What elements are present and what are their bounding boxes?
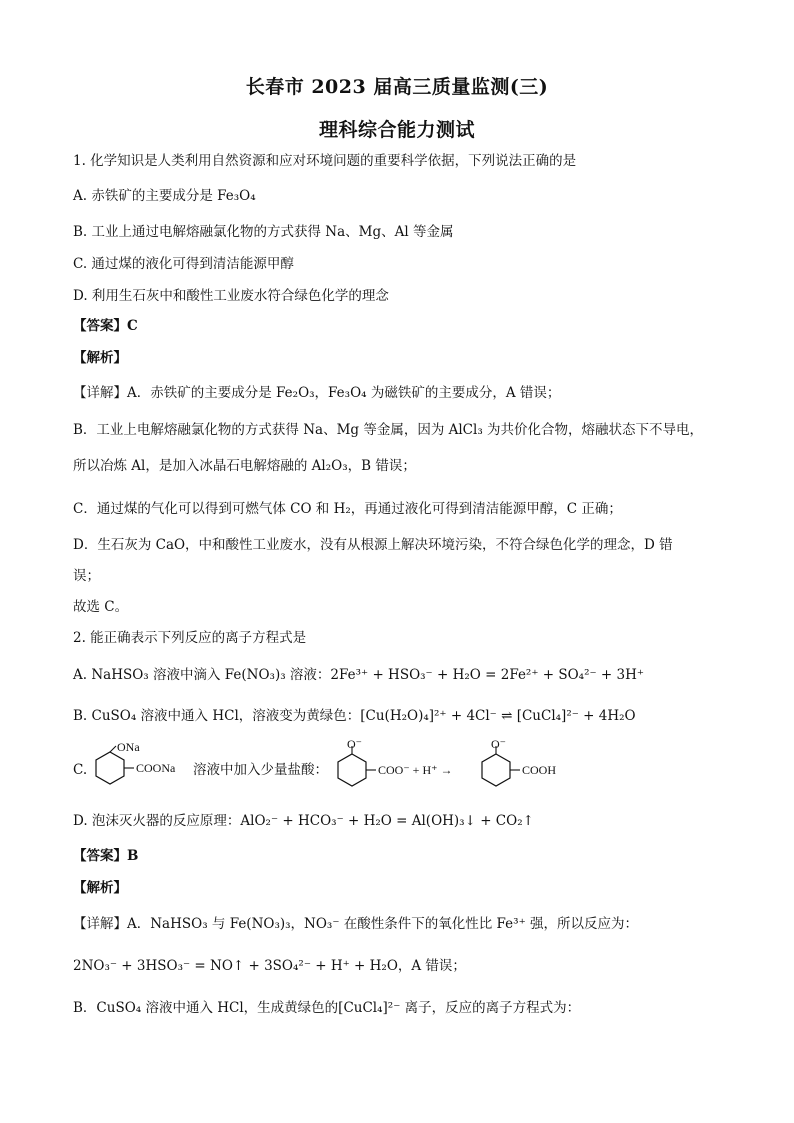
q2-analysis-label: 【解析】 [73, 880, 127, 896]
sodium-salicylate-structure [90, 738, 190, 796]
q2-detail-b: B．CuSO₄ 溶液中通入 HCl，生成黄绿色的[CuCl₄]²⁻ 离子，反应的离子方程式为： [73, 1000, 581, 1016]
q2-option-c-text: 溶液中加入少量盐酸： [193, 762, 328, 778]
q1-answer: 【答案】C [73, 318, 138, 334]
q1-option-b: B. 工业上通过电解熔融氯化物的方式获得 Na、Mg、Al 等金属 [73, 224, 454, 240]
coo-plus-h-label: COO⁻ + H⁺ → [378, 763, 453, 777]
q1-detail-d-1: D．生石灰为 CaO，中和酸性工业废水，没有从根源上解决环境污染，不符合绿色化学的理念，D 错 [73, 537, 673, 553]
q1-option-c: C. 通过煤的液化可得到清洁能源甲醇 [73, 256, 294, 272]
q2-option-d: D. 泡沫灭火器的反应原理：AlO₂⁻ + HCO₃⁻ + H₂O = Al(OH)₃↓ + CO₂↑ [73, 813, 534, 829]
o-minus-label: O⁻ [347, 738, 362, 751]
q2-option-a: A. NaHSO₃ 溶液中滴入 Fe(NO₃)₃ 溶液：2Fe³⁺ + HSO₃⁻ + H₂O = 2Fe²⁺ + SO₄²⁻ + 3H⁺ [73, 667, 645, 683]
q1-detail-b-2: 所以冶炼 Al，是加入冰晶石电解熔融的 Al₂O₃，B 错误； [73, 458, 416, 474]
q1-option-a: A. 赤铁矿的主要成分是 Fe₃O₄ [73, 188, 256, 204]
q1-stem: 1. 化学知识是人类利用自然资源和应对环境问题的重要科学依据，下列说法正确的是 [73, 153, 577, 169]
ona-label: ONa [117, 740, 140, 754]
q1-detail-a: 【详解】A．赤铁矿的主要成分是 Fe₂O₃，Fe₃O₄ 为磁铁矿的主要成分，A 错误； [73, 385, 561, 401]
q1-option-d: D. 利用生石灰中和酸性工业废水符合绿色化学的理念 [73, 288, 389, 304]
q2-detail-a-1: 【详解】A．NaHSO₃ 与 Fe(NO₃)₃，NO₃⁻ 在酸性条件下的氧化性比 Fe³⁺ 强，所以反应为： [73, 916, 638, 932]
q2-stem: 2. 能正确表示下列反应的离子方程式是 [73, 630, 307, 646]
product-structure [474, 738, 574, 796]
q1-conclusion: 故选 C。 [73, 599, 129, 615]
page-subtitle: 理科综合能力测试 [318, 119, 475, 141]
q2-option-c-label: C. [73, 762, 88, 778]
reactant-structure [330, 738, 480, 796]
q1-detail-b-1: B．工业上电解熔融氯化物的方式获得 Na、Mg 等金属，因为 AlCl₃ 为共价化合物，熔融状态下不导电， [73, 422, 704, 438]
q1-detail-c: C．通过煤的气化可以得到可燃气体 CO 和 H₂，再通过液化可得到清洁能源甲醇，C 正确； [73, 501, 622, 517]
q2-detail-a-2: 2NO₃⁻ + 3HSO₃⁻ = NO↑ + 3SO₄²⁻ + H⁺ + H₂O，A 错误； [73, 958, 466, 974]
cooh-label: COOH [522, 763, 557, 777]
q2-answer: 【答案】B [73, 848, 139, 864]
q1-analysis-label: 【解析】 [73, 350, 127, 366]
product-o-minus-label: O⁻ [491, 738, 506, 751]
coona-label: COONa [136, 761, 176, 775]
q2-option-b: B. CuSO₄ 溶液中通入 HCl，溶液变为黄绿色：[Cu(H₂O)₄]²⁺ + 4Cl⁻ ⇌ [CuCl₄]²⁻ + 4H₂O [73, 708, 636, 724]
page-title: 长春市 2023 届高三质量监测(三) [245, 76, 549, 98]
q1-detail-d-2: 误； [73, 568, 100, 584]
